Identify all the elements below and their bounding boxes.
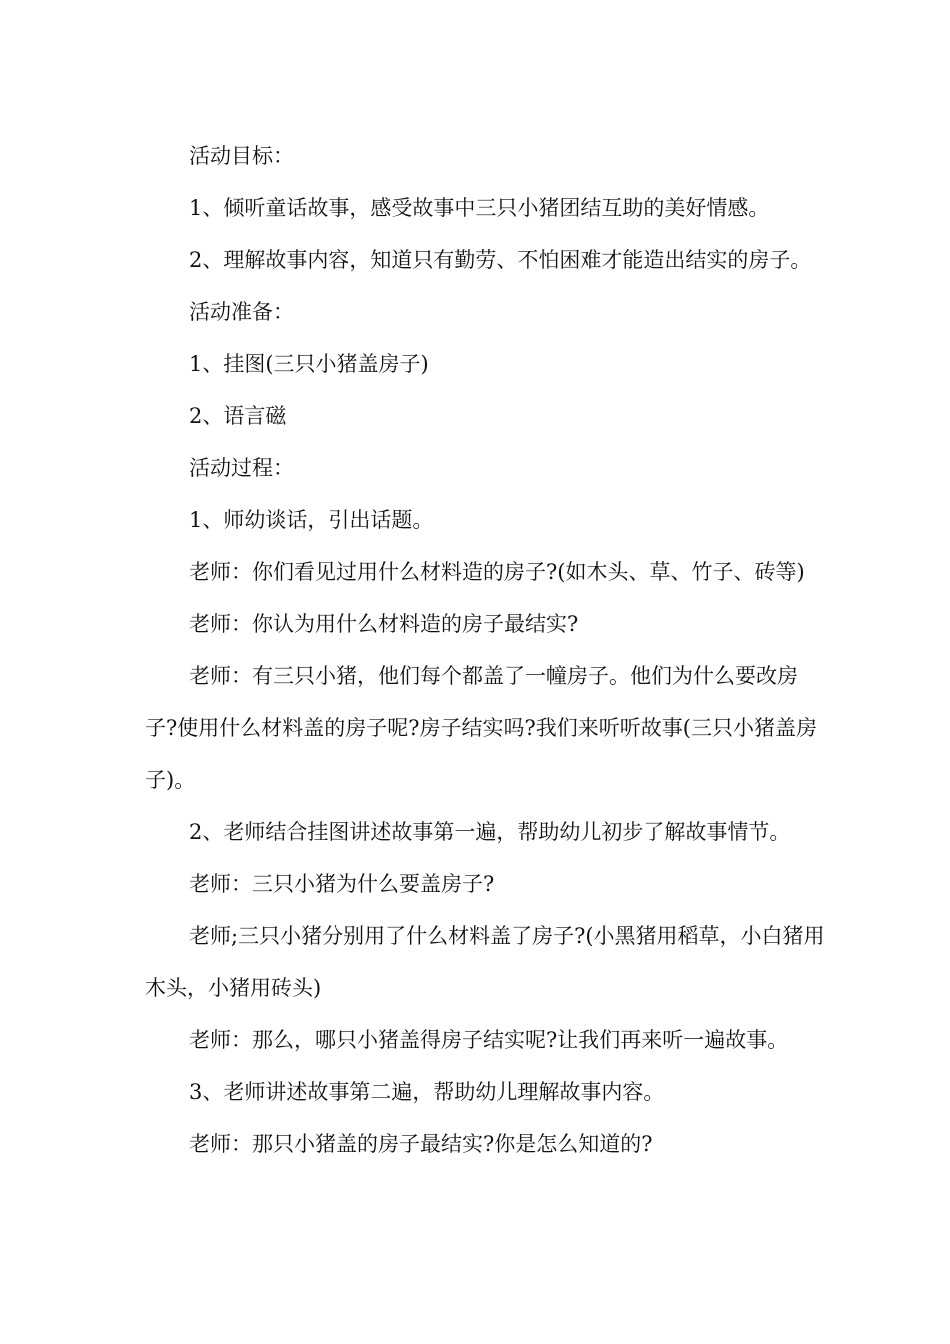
process-step-2: 2、老师结合挂图讲述故事第一遍，帮助幼儿初步了解故事情节。 (189, 820, 791, 844)
document-body (145, 130, 825, 1170)
preparation-item-2: 2、语言磁 (189, 404, 287, 428)
preparation-item-1: 1、挂图(三只小猪盖房子) (189, 352, 429, 376)
process-step-3: 3、老师讲述故事第二遍，帮助幼儿理解故事内容。 (189, 1080, 665, 1104)
teacher-line: 老师：有三只小猪，他们每个都盖了一幢房子。他们为什么要改房子?使用什么材料盖的房子呢?房子结实吗?我们来听听故事(三只小猪盖房子)。 (145, 664, 817, 792)
teacher-line: 老师：那只小猪盖的房子最结实?你是怎么知道的? (189, 1132, 653, 1156)
heading-activity-preparation: 活动准备： (189, 300, 294, 324)
heading-activity-goals: 活动目标： (189, 144, 294, 168)
teacher-line: 老师：你认为用什么材料造的房子最结实? (189, 612, 579, 636)
goal-item-2: 2、理解故事内容，知道只有勤劳、不怕困难才能造出结实的房子。 (189, 248, 812, 272)
process-step-1: 1、师幼谈话，引出话题。 (189, 508, 434, 532)
teacher-line: 老师;三只小猪分别用了什么材料盖了房子?(小黑猪用稻草，小白猪用木头，小猪用砖头) (145, 924, 825, 1000)
teacher-line: 老师：那么，哪只小猪盖得房子结实呢?让我们再来听一遍故事。 (189, 1028, 789, 1052)
heading-activity-process: 活动过程： (189, 456, 294, 480)
teacher-line: 老师：你们看见过用什么材料造的房子?(如木头、草、竹子、砖等) (189, 560, 805, 584)
goal-item-1: 1、倾听童话故事，感受故事中三只小猪团结互助的美好情感。 (189, 196, 770, 220)
teacher-line: 老师：三只小猪为什么要盖房子? (189, 872, 495, 896)
